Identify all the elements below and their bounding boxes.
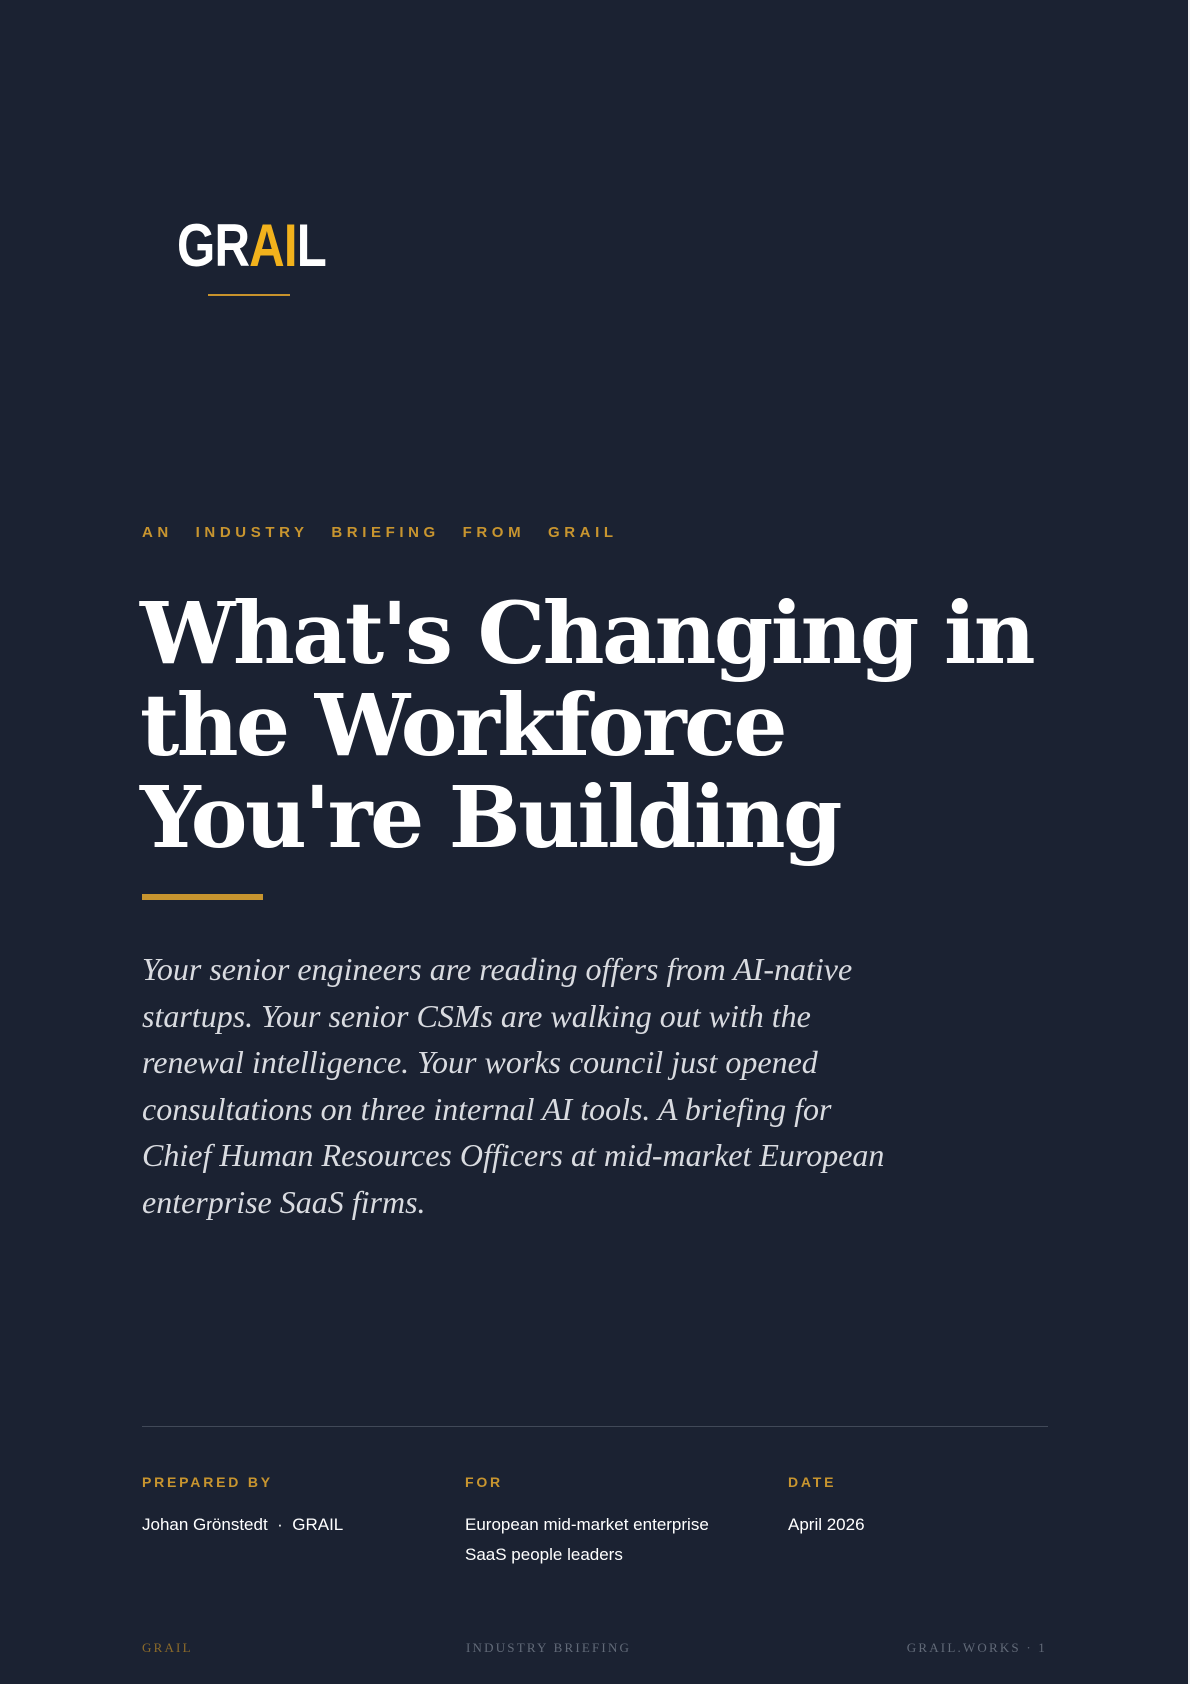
- title-line: What's Changing in: [140, 584, 1034, 684]
- title-underline: [142, 894, 263, 900]
- meta-divider: [142, 1426, 1048, 1427]
- title-line: You're Building: [140, 768, 840, 868]
- footer-brand: GRAIL: [142, 1640, 193, 1655]
- meta-value-line: SaaS people leaders: [465, 1545, 623, 1564]
- meta-audience: [465, 1474, 709, 1570]
- meta-value-line: Johan Grönstedt · GRAIL: [142, 1515, 344, 1534]
- meta-value: [465, 1510, 709, 1570]
- eyebrow-label: [142, 524, 632, 541]
- title-line: the Workforce: [140, 676, 786, 776]
- meta-prepared-by: [142, 1474, 343, 1540]
- lede-line: Your senior engineers are reading offers from AI-native: [142, 951, 853, 987]
- grail-logo: [177, 212, 326, 279]
- meta-value: [788, 1510, 865, 1540]
- lede-line: renewal intelligence. Your works council just opened: [142, 1044, 818, 1080]
- lede-line: enterprise SaaS firms.: [142, 1183, 426, 1220]
- logo-underline: [208, 294, 290, 296]
- meta-label: PREPARED BY: [142, 1474, 273, 1490]
- meta-value-line: April 2026: [788, 1515, 865, 1534]
- lede-line: consultations on three internal AI tools. A briefing for: [142, 1090, 832, 1127]
- lede-line: Chief Human Resources Officers at mid-market European: [142, 1137, 885, 1173]
- meta-date: [788, 1474, 865, 1540]
- logo-text-accent: AI: [249, 212, 297, 279]
- eyebrow-word: AN: [142, 524, 173, 541]
- meta-value: [142, 1510, 343, 1540]
- logo-text-start: GR: [177, 212, 250, 279]
- lede-paragraph: [142, 946, 1022, 1225]
- eyebrow-word: BRIEFING: [331, 524, 440, 541]
- logo-text-end: L: [296, 212, 326, 279]
- footer-section: INDUSTRY BRIEFING: [466, 1640, 632, 1655]
- document-title: [140, 584, 1100, 868]
- eyebrow-word: INDUSTRY: [195, 524, 309, 541]
- meta-label: FOR: [465, 1474, 503, 1490]
- lede-line: startups. Your senior CSMs are walking out with the: [142, 997, 811, 1034]
- footer-page-number: GRAIL.WORKS · 1: [906, 1640, 1047, 1655]
- eyebrow-word: GRAIL: [547, 524, 618, 541]
- meta-value-line: European mid-market enterprise: [465, 1515, 709, 1534]
- meta-label: DATE: [788, 1474, 837, 1490]
- eyebrow-word: FROM: [462, 524, 526, 541]
